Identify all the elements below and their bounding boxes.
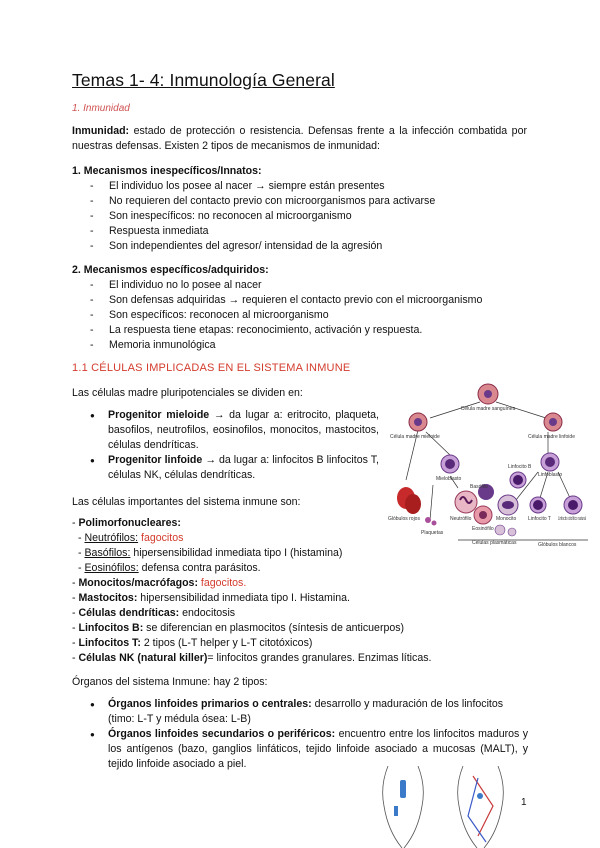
list-item: - El individuo los posee al nacer → siempre están presentes: [90, 179, 527, 194]
list-item: - Linfocitos B: se diferencian en plasmocitos (síntesis de anticuerpos): [72, 622, 405, 634]
list-item: - Mastocitos: hipersensibilidad inmediata tipo I. Histamina.: [72, 592, 350, 604]
hematopoiesis-figure: [388, 380, 588, 550]
thymus-icon: [400, 780, 406, 798]
figure-label: Neutrófilo: [450, 516, 472, 522]
mech2-heading: 2. Mecanismos específicos/adquiridos:: [72, 264, 269, 276]
figure-label: Célula madre sanguínea: [460, 406, 516, 412]
cell-value: hipersensibilidad inmediata tipo I (histamina): [130, 547, 343, 559]
organ-text: desarrollo y maduración de los linfocitos (timo: L-T y médula ósea: L-B): [108, 698, 504, 725]
organ-term: Órganos linfoides primarios o centrales:: [108, 698, 312, 710]
intro-paragraph: [72, 124, 527, 154]
list-item: - Polimorfonucleares:: [72, 517, 181, 529]
list-item: - La respuesta tiene etapas: reconocimiento, activación y respuesta.: [90, 323, 527, 338]
intro-term: Inmunidad:: [72, 125, 130, 137]
cell-value: hipersensibilidad inmediata tipo I. Histamina.: [137, 592, 350, 604]
progenitor-term: Progenitor linfoide: [108, 454, 203, 466]
cell-label: Linfocitos B:: [78, 622, 144, 634]
list-item: - Son defensas adquiridas → requieren el contacto previo con el microorganismo: [90, 293, 527, 308]
cell-value: 2 tipos (L-T helper y L-T citotóxicos): [140, 637, 313, 649]
section-subtitle: 1. Inmunidad: [72, 103, 130, 114]
cell-label: Basófilos:: [84, 547, 131, 559]
figure-label: Glóbulos blancos: [538, 542, 577, 548]
list-item: - Son independientes del agresor/ intensidad de la agresión: [90, 239, 527, 254]
figure-label: Célula madre mieloide: [390, 434, 440, 440]
list-item: - Son específicos: reconocen al microorganismo: [90, 308, 527, 323]
mechanism-innate: [72, 164, 527, 254]
figure-label: Basófilo: [470, 484, 488, 490]
progenitor-text: → da lugar a: eritrocito, plaqueta, basofilos, neutrofilos, eosinofilos, monocitos, mastocitos, células dendríticas.: [108, 409, 379, 451]
page-title: Temas 1- 4: Inmunología General: [72, 70, 335, 90]
progenitor-list: [90, 408, 379, 483]
list-item: - Eosinófilos: defensa contra parásitos.: [78, 562, 261, 574]
figure-label: Linfocito T: [528, 516, 551, 522]
cell-value: se diferencian en plasmocitos (síntesis de anticuerpos): [143, 622, 405, 634]
cell-value: = linfocitos grandes granulares. Enzimas líticas.: [207, 652, 432, 664]
list-item: - Monocitos/macrófagos: fagocitos.: [72, 577, 247, 589]
progenitor-lymphoid: [90, 453, 379, 483]
progenitor-term: Progenitor mieloide: [108, 409, 210, 421]
neutrophil-icon: [455, 491, 477, 513]
figure-label: Monocito: [496, 516, 517, 522]
cell-label: Mastocitos:: [78, 592, 138, 604]
progenitor-myeloid: [90, 408, 379, 453]
list-item: - Neutrófilos: fagocitos: [78, 532, 184, 544]
list-item: - El individuo no lo posee al nacer: [90, 278, 527, 293]
organ-text: encuentro entre los linfocitos maduros y los antígenos (bazo, ganglios linfáticos, tejido linfoide asociado a mucosas (MALT), y tejido linfoide asociado a piel.: [108, 728, 528, 770]
figure-label: Célula madre linfoide: [528, 434, 575, 440]
plasma-cell-icon: [495, 525, 505, 535]
figure-label: Mieloblasto: [436, 476, 462, 482]
mech1-heading: 1. Mecanismos inespecíficos/Innatos:: [72, 165, 262, 177]
cell-label: Linfocitos T:: [78, 637, 141, 649]
list-item: - Memoria inmunológica: [90, 338, 527, 353]
section-heading-cells: 1.1 CÉLULAS IMPLICADAS EN EL SISTEMA INMUNE: [72, 362, 351, 374]
list-item: - Son inespecíficos: no reconocen al microorganismo: [90, 209, 527, 224]
stem-intro: Las células madre pluripotenciales se dividen en:: [72, 387, 303, 399]
cell-label: Monocitos/macrófagos:: [78, 577, 198, 589]
intro-text: estado de protección o resistencia. Defensas frente a la infección combatida por nuestras defensas. Existen 2 tipos de mecanismos de inmunidad:: [72, 125, 527, 152]
figure-label: Glóbulos rojos: [388, 516, 420, 522]
list-item: - Linfocitos T: 2 tipos (L-T helper y L-T citotóxicos): [72, 637, 313, 649]
cell-label: Células dendríticas:: [78, 607, 180, 619]
organs-intro: Órganos del sistema Inmune: hay 2 tipos:: [72, 676, 268, 688]
organ-term: Órganos linfoides secundarios o periféricos:: [108, 728, 336, 740]
cell-label: Células NK (natural killer): [78, 652, 208, 664]
figure-label: Plaquetas: [421, 530, 444, 536]
platelet-icon: [425, 517, 431, 523]
list-item: - Células NK (natural killer)= linfocitos grandes granulares. Enzimas líticas.: [72, 652, 432, 664]
lymphoid-organs-figure: [368, 766, 508, 848]
list-item: - No requieren del contacto previo con microorganismos para activarse: [90, 194, 527, 209]
list-item: - Células dendríticas: endocitosis: [72, 607, 236, 619]
cell-value: fagocitos: [138, 532, 184, 544]
cell-value: endocitosis: [179, 607, 236, 619]
cell-label: Neutrófilos:: [84, 532, 139, 544]
figure-label: Linfoblasto: [538, 472, 563, 478]
cell-value: defensa contra parásitos.: [138, 562, 261, 574]
organ-primary: [90, 697, 528, 727]
cell-label: Eosinófilos:: [84, 562, 139, 574]
mechanism-acquired: [72, 263, 527, 353]
figure-label: Linfocito citolítico natural: [558, 516, 586, 522]
figure-label: Eosinófilo: [472, 526, 494, 532]
cell-value: fagocitos.: [197, 577, 247, 589]
important-cells-intro: Las células importantes del sistema inmune son:: [72, 496, 301, 508]
organ-list: [90, 697, 528, 772]
progenitor-text: → da lugar a: linfocitos B linfocitos T, células NK, células dendríticas.: [108, 454, 379, 481]
figure-label: Células plasmáticas: [472, 540, 517, 546]
page-number: 1: [521, 797, 527, 808]
figure-label: Linfocito B: [508, 464, 532, 470]
list-item: - Respuesta inmediata: [90, 224, 527, 239]
list-item: - Basófilos: hipersensibilidad inmediata tipo I (histamina): [78, 547, 343, 559]
cell-label: Polimorfonucleares:: [78, 517, 181, 529]
